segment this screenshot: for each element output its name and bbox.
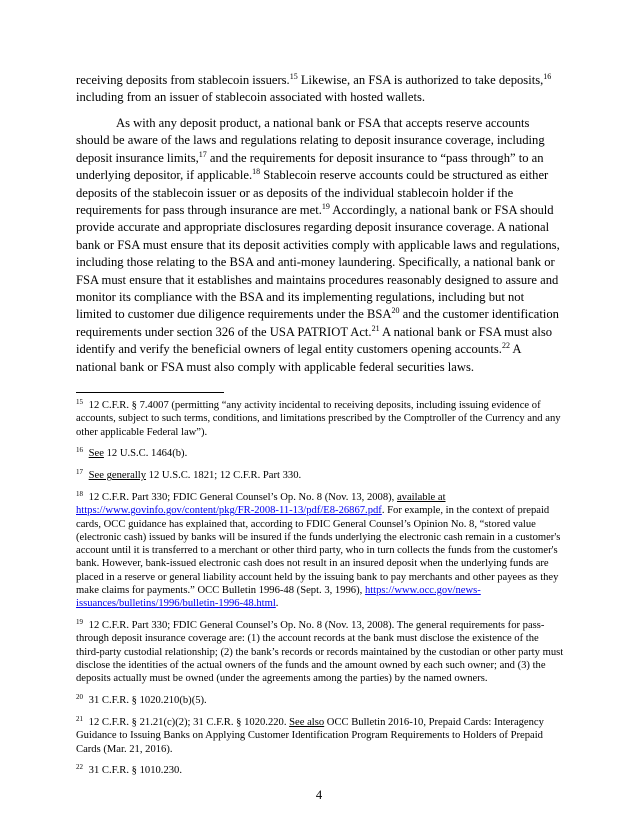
body-text-run: Likewise, an FSA is authorized to take deposits, (297, 73, 544, 87)
footnote-ref-18[interactable]: 18 (252, 167, 261, 177)
citation-signal: See generally (88, 470, 147, 482)
footnote-ref-21[interactable]: 21 (371, 323, 380, 333)
footnote-text: 12 U.S.C. 1464(b). (103, 448, 188, 460)
footnote-text: . For example, in the context of prepaid cards, OCC guidance has explained that, according to FDIC General Counsel’s Opinion No. 8, “stored value (electronic cash) issued by banks will be insured if the funds underlying the electronic cash remain in a customer's account until it is transferred to a merchant or other third party, who in turn collects the funds from the customer's bank. However, bank-issued electronic cash does not result in an insured deposit when the underlying funds are placed in a reserve or general liability account held by the issuing bank to pay merchants and other payees as they make claims for payments.” OCC Bulletin 1996-48 (Sept. 3, 1996), (76, 505, 561, 597)
footnote-text: 12 C.F.R. Part 330; FDIC General Counsel’s Op. No. 8 (Nov. 13, 2008). The general requirements for pass-through deposit insurance coverage are: (1) the account records at the bank must disclose the existence of the third-party custodial relationship; (2) the bank’s records or records maintained by the custodian or other party must disclose the identities of the actual owners of the funds and the amount owned by each such owner; and (3) the deposits actually must be owned (under the agreements among the parties) by the named owners. (76, 620, 564, 685)
body-text-run: receiving deposits from stablecoin issuers. (76, 73, 290, 87)
footnote-number: 21 (76, 714, 83, 723)
footnote-number: 22 (76, 763, 83, 772)
footnote-20 (76, 694, 564, 707)
citation-signal: See also (289, 716, 325, 728)
body-text-run: A national bank or FSA must also identify and verify the beneficial owners of legal entity customers opening accounts. (76, 324, 553, 357)
body-text-run: including from an issuer of stablecoin associated with hosted wallets. (76, 90, 426, 105)
footnote-15 (76, 399, 564, 439)
footnote-number: 18 (76, 489, 83, 498)
body-paragraph-1 (76, 72, 562, 107)
footnote-21 (76, 716, 564, 756)
footnote-text: 31 C.F.R. § 1010.230. (88, 765, 182, 777)
body-text-run: As with any deposit product, a national bank or FSA that accepts reserve accounts should be aware of the laws and regulations relating to deposit insurance coverage, including deposit insurance limits, (76, 116, 545, 165)
footnote-text: 12 U.S.C. 1821; 12 C.F.R. Part 330. (146, 470, 302, 482)
footnote-text: . (275, 598, 279, 610)
footnote-ref-17[interactable]: 17 (198, 149, 207, 159)
body-text-run: A national bank or FSA must also comply with applicable federal securities laws. (76, 342, 521, 374)
footnote-number: 20 (76, 693, 83, 702)
body-paragraph-2 (76, 115, 562, 376)
footnote-number: 16 (76, 446, 83, 455)
footnote-text: 31 C.F.R. § 1020.210(b)(5). (88, 695, 207, 707)
footnote-text: 12 C.F.R. § 21.21(c)(2); 31 C.F.R. § 1020.220. (88, 716, 290, 728)
body-text-run: Accordingly, a national bank or FSA should provide accurate and appropriate disclosures regarding deposit insurance coverage. A national bank or FSA must ensure that its deposit activities comply with applicable laws and regulations, including those relating to the BSA and anti-money laundering. Specifically, a national bank or FSA must ensure that it establishes and maintains procedures reasonably designed to assure and monitor its compliance with the BSA and its implementing regulations, including but not limited to customer due diligence requirements under the BSA (76, 203, 560, 322)
footnote-text: OCC Bulletin 2016-10, Prepaid Cards: Interagency Guidance to Issuing Banks on Applying Customer Identification Program Requirements to Holders of Prepaid Cards (Mar. 21, 2016). (76, 716, 544, 755)
footnote-ref-20[interactable]: 20 (391, 306, 400, 316)
footnote-text: 12 C.F.R. § 7.4007 (permitting “any activity incidental to receiving deposits, including issuing evidence of accounts, subject to such terms, conditions, and limitations prescribed by the Comptroller of the Currency and any other applicable Federal law”). (76, 400, 561, 438)
page-number: 4 (315, 788, 323, 802)
footnote-17 (76, 469, 564, 482)
footnote-16 (76, 447, 564, 460)
footnote-number: 15 (76, 398, 83, 406)
footnote-text: 12 C.F.R. Part 330; FDIC General Counsel’s Op. No. 8 (Nov. 13, 2008), (88, 491, 397, 503)
footnote-separator (76, 392, 224, 393)
govinfo-link[interactable]: https://www.govinfo.gov/content/pkg/FR-2008-11-13/pdf/E8-26867.pdf (76, 505, 382, 517)
footnote-19 (76, 619, 564, 685)
citation-signal: See (88, 448, 104, 460)
footnote-ref-16[interactable]: 16 (543, 72, 552, 81)
body-text-run: and the requirements for deposit insurance to “pass through” to an underlying depositor, if applicable. (76, 150, 544, 183)
footnotes-section (76, 399, 564, 786)
body-text-run: and the customer identification requirements under section 326 of the USA PATRIOT Act. (76, 307, 559, 339)
footnote-ref-19[interactable]: 19 (321, 202, 330, 212)
occ-bulletin-link[interactable]: https://www.occ.gov/news-issuances/bulletins/1996/bulletin-1996-48.html (76, 585, 481, 610)
citation-signal: available at (396, 491, 446, 503)
footnote-number: 17 (76, 468, 83, 477)
footnote-ref-15[interactable]: 15 (289, 72, 298, 81)
footnote-ref-22[interactable]: 22 (501, 341, 510, 351)
footnote-number: 19 (76, 618, 83, 627)
footnote-22 (76, 764, 564, 777)
footnote-18 (76, 491, 564, 611)
body-text-run: Stablecoin reserve accounts could be structured as either deposits of the stablecoin issuer or as deposits of the individual stablecoin holder if the requirements for pass through insurance are met. (76, 168, 549, 218)
